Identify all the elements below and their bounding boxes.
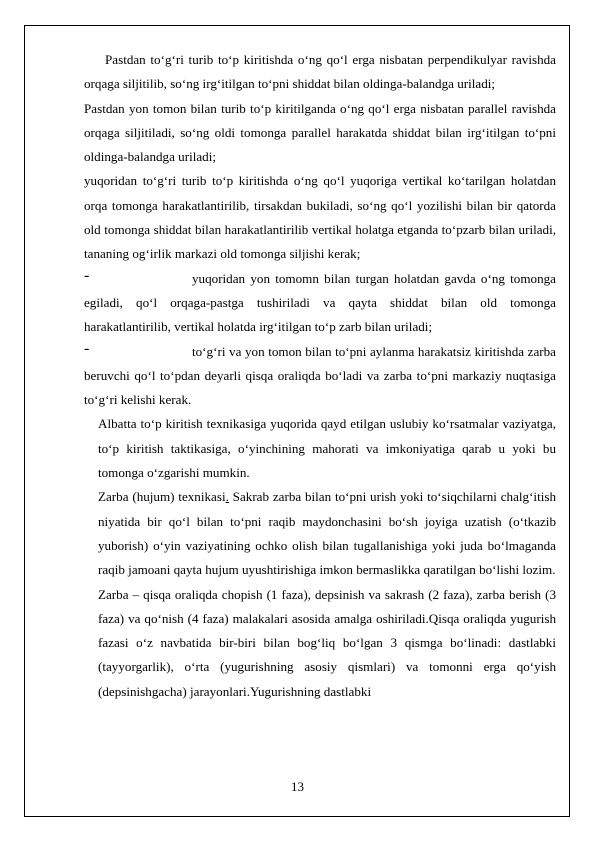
paragraph-serve-underhand-side: Pastdan yon tomon bilan turib to‘p kiritilganda o‘ng qo‘l erga nisbatan parallel ravishda orqaga siljitiladi, so‘ng oldi tomonga parallel harakatda shiddat bilan irg‘itilgan to‘pni oldinga-balandga uriladi; bbox=[84, 100, 556, 165]
paragraph-serve-overhand-front: yuqoridan to‘g‘ri turib to‘p kiritishda o‘ng qo‘l yuqoriga vertikal ko‘tarilgan holatdan orqa tomonga harakatlantirilib, tirsakdan bukiladi, so‘ng qo‘l yozilishi bilan bir qatorda old tomonga shiddat bilan harakatlantirilib vertikal holatga etganda to‘pzarb bilan uriladi, tananing og‘irlik markazi old tomonga siljishi kerak; bbox=[84, 173, 556, 262]
paragraph-serve-float: to‘g‘ri va yon tomon bilan to‘pni aylanma harakatsiz kiritishda zarba beruvchi qo‘l to‘pdan deyarli qisqa oraliqda bo‘ladi va zarba to‘pni markaziy nuqtasiga to‘g‘ri kelishi kerak. bbox=[84, 343, 556, 408]
paragraph-serve-note: Albatta to‘p kiritish texnikasiga yuqorida qayd etilgan uslubiy ko‘rsatmalar vaziyatga, to‘p kiritish taktikasiga, o‘yinchining mahorati va imkoniyatiga qarab u yoki bu tomonga o‘zgarishi mumkin. bbox=[98, 416, 556, 481]
attack-heading-separator: . bbox=[225, 489, 229, 505]
attack-text: Sakrab zarba bilan to‘pni urish yoki to‘siqchilarni chalg‘itish niyatida bir qo‘l bilan to‘pni raqib maydonchasini bo‘sh joyiga uzatish (o‘tkazib yuborish) o‘yin vaziyatining ochko olish bilan tugallanishiga yoki juda bo‘lmaganda raqib jamoani qayta hujum uyushtirishiga imkon bermaslikka qaratilgan bo‘lishi lozim. bbox=[98, 489, 556, 578]
attack-heading: Zarba (hujum) texnikasi bbox=[98, 489, 226, 505]
document-body bbox=[84, 48, 556, 704]
list-item bbox=[84, 340, 556, 413]
paragraph-attack-phases: Zarba – qisqa oraliqda chopish (1 faza), depsinish va sakrash (2 faza), zarba berish (3 faza) va qo‘nish (4 faza) malakalari asosida amalga oshiriladi.Qisqa oraliqda yugurish fazasi o‘z navbatida bir-biri bilan bog‘liq bo‘lgan 3 qismga bo‘linadi: dastlabki (tayyorgarlik), o‘rta (yugurishning asosiy qismlari) va tomonni erga qo‘yish (depsinishgacha) jarayonlari.Yugurishning dastlabki bbox=[98, 586, 556, 699]
list-dash: - bbox=[84, 339, 90, 357]
list-item bbox=[84, 267, 556, 340]
list-dash: - bbox=[84, 266, 90, 284]
paragraph-attack-technique bbox=[98, 485, 556, 582]
paragraph-serve-underhand-front: Pastdan to‘g‘ri turib to‘p kiritishda o‘ng qo‘l erga nisbatan perpendikulyar ravishda orqaga siljitilib, so‘ng irg‘itilgan to‘pni shiddat bilan oldinga-balandga uriladi; bbox=[84, 52, 556, 92]
paragraph-serve-overhand-side: yuqoridan yon tomomn bilan turgan holatdan gavda o‘ng tomonga egiladi, qo‘l orqaga-pastga tushiriladi va qayta shiddat bilan old tomonga harakatlantirilib, vertikal holatda irg‘itilgan to‘p zarb bilan uriladi; bbox=[84, 270, 556, 335]
page-number: 13 bbox=[291, 779, 304, 794]
